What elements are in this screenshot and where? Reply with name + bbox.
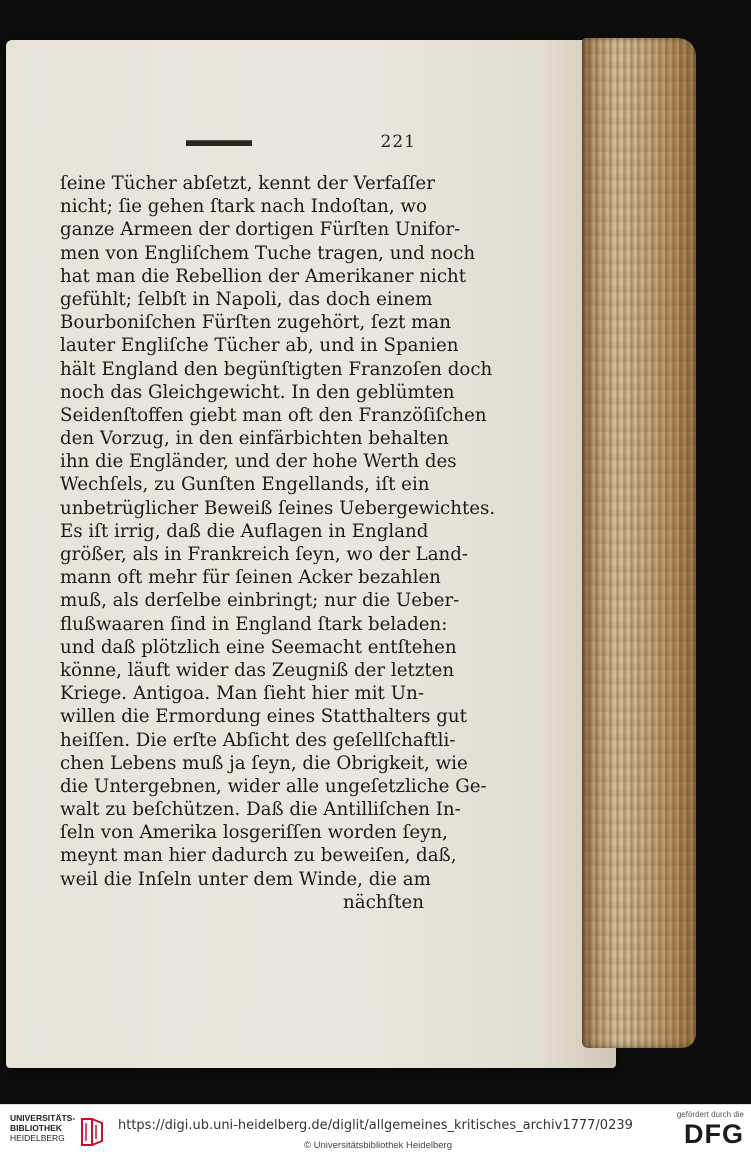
text-line: hält England den begünſtigten Franzoſen doch [60, 358, 493, 380]
dfg-funding-logo[interactable] [666, 1110, 744, 1156]
copyright-notice: © Universitätsbibliothek Heidelberg [304, 1140, 452, 1151]
text-line: Bourboniſchen Fürſten zugehört, ſezt man [60, 312, 451, 334]
text-line: gefühlt; ſelbſt in Napoli, das doch einem [60, 288, 433, 310]
text-line: walt zu beſchützen. Daß die Antilliſchen In- [60, 799, 461, 821]
text-line: und daß plötzlich eine Seemacht entſtehen [60, 636, 457, 658]
text-line: Kriege. Antigoa. Man ſieht hier mit Un- [60, 683, 424, 705]
viewer-footer [0, 1104, 751, 1160]
text-line: lauter Engliſche Tücher ab, und in Spanien [60, 335, 459, 357]
text-line: muß, als derſelbe einbringt; nur die Ueber- [60, 590, 460, 612]
text-line: chen Lebens muß ja ſeyn, die Obrigkeit, wie [60, 752, 468, 774]
text-line: ganze Armeen der dortigen Fürſten Unifor- [60, 219, 461, 241]
library-logo[interactable] [10, 1113, 106, 1153]
text-line: willen die Ermordung eines Statthalters gut [60, 706, 467, 728]
text-line: Seidenſtoffen giebt man oft den Franzöſiſchen [60, 404, 487, 426]
library-name-line2: BIBLIOTHEK [10, 1123, 62, 1133]
text-line: den Vorzug, in den einfärbichten behalten [60, 428, 449, 450]
library-name-line3: HEIDELBERG [10, 1133, 65, 1143]
text-line: Es iſt irrig, daß die Auflagen in England [60, 520, 429, 542]
library-logo-text [10, 1113, 76, 1143]
text-line: ſeln von Amerika losgeriſſen worden ſeyn, [60, 822, 448, 844]
text-line: weil die Inſeln unter dem Winde, die am [60, 868, 431, 890]
text-line: größer, als in Frankreich ſeyn, wo der Land- [60, 544, 469, 565]
text-line: könne, läuft wider das Zeugniß der letzten [60, 659, 455, 681]
text-line: flußwaaren ſind in England ſtark beladen: [60, 613, 448, 635]
text-line: mann oft mehr für ſeinen Acker bezahlen [60, 567, 441, 589]
permalink-url[interactable]: https://digi.ub.uni-heidelberg.de/diglit/allgemeines_kritisches_archiv1777/0239 [118, 1118, 633, 1133]
library-emblem-icon [78, 1117, 106, 1147]
text-line: Wechſels, zu Gunſten Engellands, iſt ein [60, 474, 430, 496]
header-ornament-rule [186, 140, 252, 146]
page-fore-edge [582, 38, 696, 1048]
text-line: hat man die Rebellion der Amerikaner nicht [60, 265, 467, 287]
text-line: men von Engliſchem Tuche tragen, und noch [60, 242, 476, 264]
text-line: heiſſen. Die erſte Abſicht des geſellſchaftli- [60, 729, 456, 751]
text-line: ihn die Engländer, und der hohe Werth des [60, 451, 457, 473]
page-number: 221 [380, 132, 416, 152]
catchword: nächſten [343, 891, 424, 913]
funding-note: gefördert durch die [676, 1110, 744, 1119]
page-body-text [60, 172, 496, 914]
text-line: ſeine Tücher abſetzt, kennt der Verfaſſer [60, 173, 435, 194]
text-line: nicht; ſie gehen ſtark nach Indoſtan, wo [60, 196, 427, 218]
library-name-line1: UNIVERSITÄTS- [10, 1113, 76, 1123]
text-line: die Untergebnen, wider alle ungeſetzliche Ge- [60, 775, 487, 797]
text-line: meynt man hier dadurch zu beweiſen, daß, [60, 845, 457, 867]
text-line: noch das Gleichgewicht. In den geblümten [60, 381, 455, 403]
dfg-logo-text: DFG [684, 1119, 744, 1149]
text-line: unbetrüglicher Beweiß ſeines Uebergewichtes. [60, 497, 496, 519]
